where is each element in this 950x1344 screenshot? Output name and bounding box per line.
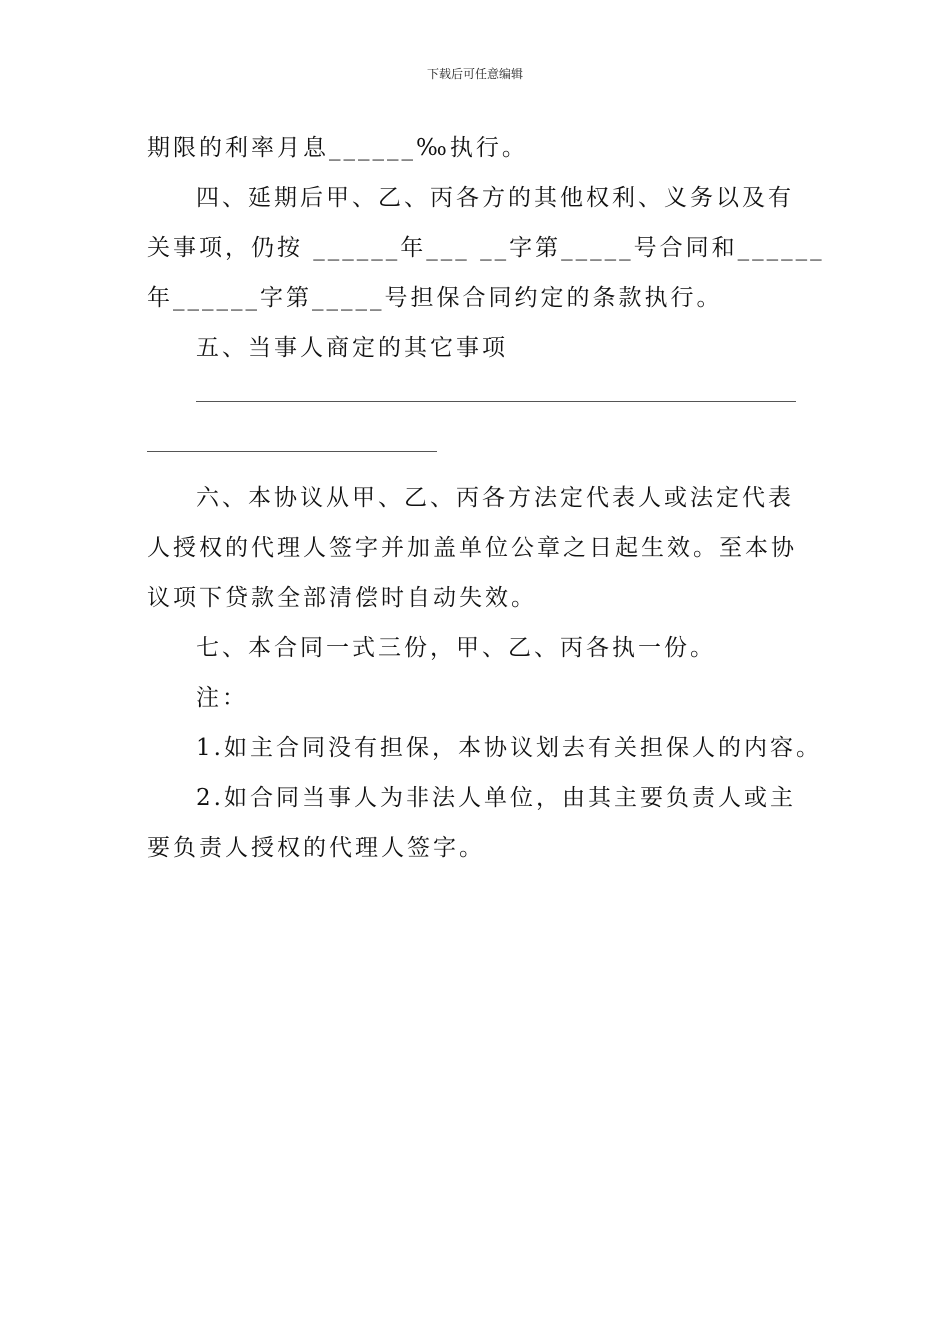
clause-4-line-1: 四、延期后甲、乙、丙各方的其他权利、义务以及有 bbox=[196, 185, 794, 211]
note-2-line-2: 要负责人授权的代理人签字。 bbox=[147, 835, 485, 861]
note-1: 1.如主合同没有担保，本协议划去有关担保人的内容。 bbox=[196, 735, 822, 761]
clause-6-line-1: 六、本协议从甲、乙、丙各方法定代表人或法定代表 bbox=[196, 485, 794, 511]
clause-5-blank-line-2 bbox=[147, 423, 807, 473]
note-2-line-1: 2.如合同当事人为非法人单位，由其主要负责人或主 bbox=[196, 785, 796, 811]
paragraph-interest-rate: 期限的利率月息______‰执行。 bbox=[147, 135, 528, 161]
clause-7: 七、本合同一式三份，甲、乙、丙各执一份。 bbox=[196, 635, 716, 661]
clause-6-line-3: 议项下贷款全部清偿时自动失效。 bbox=[147, 585, 537, 611]
fill-in-rule bbox=[196, 401, 796, 402]
page-header: 下载后可任意编辑 bbox=[426, 67, 523, 81]
document-body bbox=[147, 123, 825, 873]
clause-6-line-2: 人授权的代理人签字并加盖单位公章之日起生效。至本协 bbox=[147, 535, 797, 561]
clause-5-title: 五、当事人商定的其它事项 bbox=[196, 335, 508, 361]
note-label: 注： bbox=[196, 685, 248, 711]
fill-in-rule bbox=[147, 451, 437, 452]
clause-4-line-3: 年______字第_____号担保合同约定的条款执行。 bbox=[147, 285, 723, 311]
clause-5-blank-line-1 bbox=[147, 373, 807, 423]
clause-4-line-2: 关事项，仍按 ______年___ __字第_____号合同和______ bbox=[147, 235, 825, 261]
